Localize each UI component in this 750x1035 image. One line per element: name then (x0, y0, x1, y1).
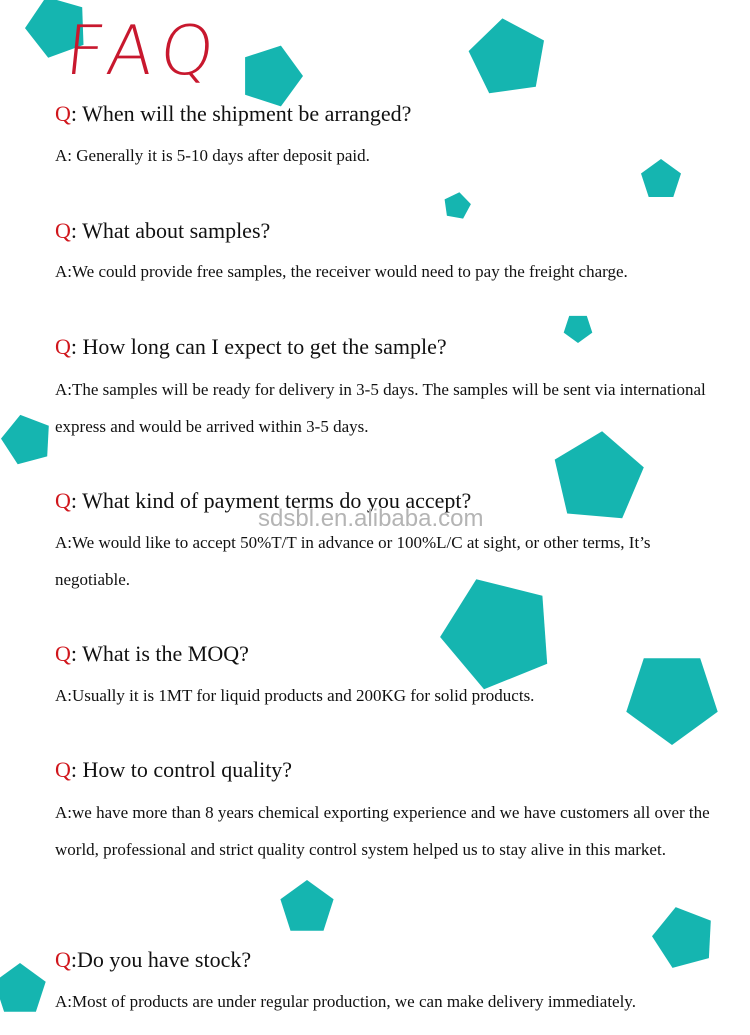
faq-question: Q: How long can I expect to get the sample? (55, 334, 447, 359)
faq-answer: A: Generally it is 5-10 days after deposit paid. (55, 146, 370, 165)
pentagon-shape (245, 46, 303, 107)
watermark: sdsbl.en.alibaba.com (258, 505, 484, 532)
faq-answer: A:The samples will be ready for delivery in 3-5 days. The samples will be sent via international express and would be arrived within 3-5 days. (55, 380, 706, 436)
pentagon-shape (0, 963, 46, 1012)
faq-answer: A:Usually it is 1MT for liquid products and 200KG for solid products. (55, 686, 535, 705)
faq-title: FAQ (61, 12, 226, 91)
pentagon-shape (564, 316, 593, 343)
faq-answer: A:We could provide free samples, the receiver would need to pay the freight charge. (55, 262, 628, 281)
pentagon-shape (469, 18, 544, 93)
faq-question: Q: How to control quality? (55, 757, 293, 782)
pentagon-shape (1, 415, 49, 464)
faq-question: Q:Do you have stock? (55, 947, 252, 972)
faq-answer: A:We would like to accept 50%T/T in advance or 100%L/C at sight, or other terms, It’s negotiable. (55, 533, 651, 589)
faq-question: Q: When will the shipment be arranged? (55, 101, 412, 126)
faq-answer: A:Most of products are under regular production, we can make delivery immediately. (55, 992, 636, 1011)
pentagon-shape (652, 907, 711, 968)
faq-question: Q: What is the MOQ? (55, 641, 249, 666)
faq-answer: A:we have more than 8 years chemical exporting experience and we have customers all over the world, professional and strict quality control system helped us to stay alive in this market. (55, 803, 710, 859)
faq-question: Q: What kind of payment terms do you accept? (55, 488, 472, 513)
pentagon-shape (445, 192, 471, 218)
pentagon-shape (280, 880, 333, 931)
faq-question: Q: What about samples? (55, 218, 271, 243)
